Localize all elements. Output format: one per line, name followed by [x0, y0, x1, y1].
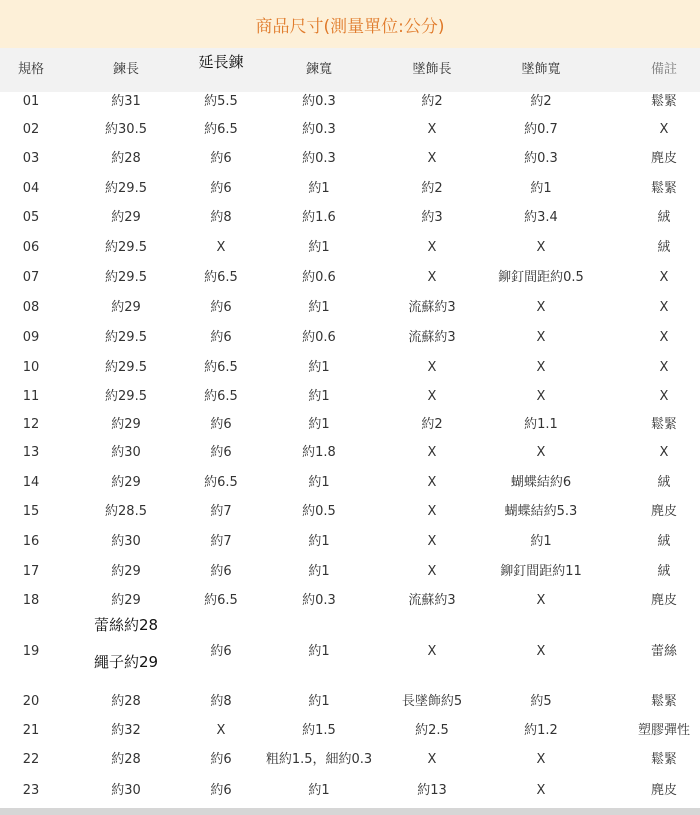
cell-remarks: 絨 — [657, 564, 671, 579]
cell-chain-width: 約1 — [308, 694, 330, 709]
cell-spec: 18 — [22, 593, 40, 608]
cell-extension-chain: 約6 — [210, 752, 232, 767]
cell-chain-length-line: 蕾絲約28 — [93, 616, 159, 634]
cell-extension-chain: X — [216, 723, 226, 738]
cell-extension-chain: 約6 — [210, 564, 232, 579]
cell-pendant-length: 流蘇約3 — [408, 593, 456, 608]
cell-extension-chain: 約6 — [210, 151, 232, 166]
cell-pendant-length: 約3 — [421, 210, 443, 225]
cell-chain-length: 約29.5 — [105, 389, 147, 404]
cell-chain-width: 粗約1.5，細約0.3 — [265, 752, 373, 767]
title-bar — [0, 0, 700, 48]
cell-pendant-width: 約0.7 — [524, 122, 558, 137]
cell-spec: 14 — [22, 475, 40, 490]
header-remarks: 備註 — [650, 62, 678, 77]
cell-pendant-width: 約1.2 — [524, 723, 558, 738]
cell-pendant-width: X — [536, 593, 546, 608]
cell-pendant-width: 鉚釘間距約11 — [500, 564, 582, 579]
cell-pendant-length: X — [427, 504, 437, 519]
cell-chain-width: 約1.5 — [302, 723, 336, 738]
cell-extension-chain: 約6 — [210, 300, 232, 315]
cell-spec: 13 — [22, 445, 40, 460]
cell-spec: 07 — [22, 270, 40, 285]
cell-remarks: 鬆緊 — [650, 752, 678, 767]
cell-remarks: 麂皮 — [650, 151, 678, 166]
cell-chain-width: 約1.6 — [302, 210, 336, 225]
cell-pendant-length: X — [427, 644, 437, 659]
cell-remarks: 鬆緊 — [650, 94, 678, 109]
header-extension-chain: 延長鍊 — [198, 53, 244, 71]
cell-pendant-length: X — [427, 360, 437, 375]
cell-spec: 11 — [22, 389, 40, 404]
cell-chain-length: 約29.5 — [105, 270, 147, 285]
cell-extension-chain: X — [216, 240, 226, 255]
cell-pendant-length: 長墜飾約5 — [401, 694, 463, 709]
cell-spec: 15 — [22, 504, 40, 519]
cell-chain-width: 約1 — [308, 360, 330, 375]
cell-remarks: 麂皮 — [650, 783, 678, 798]
cell-chain-width: 約0.3 — [302, 151, 336, 166]
cell-pendant-length: X — [427, 445, 437, 460]
cell-pendant-width: X — [536, 240, 546, 255]
cell-spec: 19 — [22, 644, 40, 659]
cell-remarks: 絨 — [657, 534, 671, 549]
cell-pendant-width: X — [536, 389, 546, 404]
cell-chain-width: 約1 — [308, 181, 330, 196]
cell-spec: 06 — [22, 240, 40, 255]
cell-pendant-length: 約2 — [421, 181, 443, 196]
cell-chain-length: 約29 — [111, 475, 141, 490]
cell-remarks: 鬆緊 — [650, 417, 678, 432]
header-chain-width: 鍊寬 — [305, 62, 333, 77]
cell-chain-length: 約28 — [111, 694, 141, 709]
cell-chain-width: 約0.5 — [302, 504, 336, 519]
cell-chain-width: 約0.6 — [302, 270, 336, 285]
cell-chain-width: 約1 — [308, 475, 330, 490]
cell-chain-width: 約1 — [308, 783, 330, 798]
cell-chain-width: 約1 — [308, 534, 330, 549]
cell-chain-length: 約28.5 — [105, 504, 147, 519]
cell-chain-length: 約29.5 — [105, 360, 147, 375]
cell-pendant-length: 流蘇約3 — [408, 330, 456, 345]
cell-spec: 10 — [22, 360, 40, 375]
cell-pendant-length: X — [427, 389, 437, 404]
cell-chain-width: 約1 — [308, 564, 330, 579]
cell-pendant-width: 蝴蝶結約5.3 — [504, 504, 578, 519]
cell-chain-width: 約1 — [308, 389, 330, 404]
cell-pendant-width: X — [536, 752, 546, 767]
cell-pendant-length: X — [427, 475, 437, 490]
table-header-row — [0, 48, 700, 92]
cell-remarks: X — [659, 122, 669, 137]
cell-pendant-width: X — [536, 360, 546, 375]
cell-pendant-length: 約2 — [421, 417, 443, 432]
cell-extension-chain: 約6 — [210, 644, 232, 659]
cell-chain-length: 約29.5 — [105, 240, 147, 255]
cell-pendant-width: 約2 — [530, 94, 552, 109]
cell-spec: 09 — [22, 330, 40, 345]
cell-remarks: 鬆緊 — [650, 181, 678, 196]
header-pendant-width: 墜飾寬 — [521, 62, 561, 77]
cell-pendant-length: X — [427, 240, 437, 255]
cell-chain-length: 約30.5 — [105, 122, 147, 137]
cell-chain-width: 約1.8 — [302, 445, 336, 460]
cell-extension-chain: 約8 — [210, 694, 232, 709]
cell-chain-length: 約29 — [111, 593, 141, 608]
cell-extension-chain: 約6 — [210, 181, 232, 196]
cell-remarks: 絨 — [657, 475, 671, 490]
cell-pendant-length: X — [427, 564, 437, 579]
cell-extension-chain: 約6 — [210, 330, 232, 345]
cell-chain-width: 約0.3 — [302, 122, 336, 137]
cell-chain-length: 約29 — [111, 564, 141, 579]
cell-extension-chain: 約6.5 — [204, 122, 238, 137]
cell-spec: 04 — [22, 181, 40, 196]
cell-spec: 03 — [22, 151, 40, 166]
cell-pendant-length: X — [427, 122, 437, 137]
cell-extension-chain: 約6.5 — [204, 360, 238, 375]
cell-chain-length: 約28 — [111, 752, 141, 767]
header-chain-length: 鍊長 — [112, 62, 140, 77]
cell-spec: 02 — [22, 122, 40, 137]
cell-remarks: 塑膠彈性 — [637, 723, 691, 738]
cell-spec: 12 — [22, 417, 40, 432]
cell-chain-length: 約30 — [111, 783, 141, 798]
cell-spec: 08 — [22, 300, 40, 315]
cell-remarks: X — [659, 330, 669, 345]
cell-pendant-length: X — [427, 270, 437, 285]
cell-pendant-width: 約1 — [530, 181, 552, 196]
cell-chain-length: 約29 — [111, 210, 141, 225]
cell-pendant-width: 約1.1 — [524, 417, 558, 432]
cell-extension-chain: 約6.5 — [204, 389, 238, 404]
cell-remarks: 鬆緊 — [650, 694, 678, 709]
cell-chain-width: 約1 — [308, 300, 330, 315]
cell-spec: 21 — [22, 723, 40, 738]
cell-chain-width: 約0.3 — [302, 593, 336, 608]
cell-remarks: 麂皮 — [650, 504, 678, 519]
cell-spec: 20 — [22, 694, 40, 709]
cell-remarks: 麂皮 — [650, 593, 678, 608]
cell-pendant-width: 鉚釘間距約0.5 — [498, 270, 584, 285]
bottom-divider — [0, 808, 700, 815]
cell-pendant-length: 約2.5 — [415, 723, 449, 738]
cell-extension-chain: 約6 — [210, 445, 232, 460]
cell-chain-length: 約29.5 — [105, 330, 147, 345]
cell-spec: 16 — [22, 534, 40, 549]
cell-extension-chain: 約8 — [210, 210, 232, 225]
cell-remarks: X — [659, 270, 669, 285]
cell-extension-chain: 約6.5 — [204, 475, 238, 490]
cell-pendant-length: 流蘇約3 — [408, 300, 456, 315]
cell-pendant-width: 約3.4 — [524, 210, 558, 225]
cell-chain-length-line: 繩子約29 — [93, 653, 159, 671]
cell-chain-width: 約1 — [308, 644, 330, 659]
cell-remarks: X — [659, 389, 669, 404]
cell-remarks: X — [659, 360, 669, 375]
cell-pendant-width: 約5 — [530, 694, 552, 709]
cell-extension-chain: 約6.5 — [204, 593, 238, 608]
cell-chain-width: 約1 — [308, 417, 330, 432]
page-title: 商品尺寸(測量單位:公分) — [255, 16, 445, 37]
cell-spec: 01 — [22, 94, 40, 109]
cell-chain-length: 約28 — [111, 151, 141, 166]
cell-extension-chain: 約7 — [210, 534, 232, 549]
cell-chain-width: 約0.3 — [302, 94, 336, 109]
cell-pendant-width: X — [536, 644, 546, 659]
cell-pendant-length: X — [427, 151, 437, 166]
cell-chain-length: 約30 — [111, 534, 141, 549]
cell-remarks: 蕾絲 — [650, 644, 678, 659]
cell-pendant-width: X — [536, 783, 546, 798]
cell-pendant-length: X — [427, 534, 437, 549]
cell-chain-length: 約32 — [111, 723, 141, 738]
cell-chain-width: 約1 — [308, 240, 330, 255]
cell-extension-chain: 約5.5 — [204, 94, 238, 109]
cell-chain-length: 約29.5 — [105, 181, 147, 196]
header-pendant-length: 墜飾長 — [412, 62, 452, 77]
cell-chain-width: 約0.6 — [302, 330, 336, 345]
cell-remarks: 絨 — [657, 210, 671, 225]
cell-chain-length: 約31 — [111, 94, 141, 109]
cell-remarks: X — [659, 445, 669, 460]
cell-pendant-length: X — [427, 752, 437, 767]
cell-extension-chain: 約6 — [210, 417, 232, 432]
cell-extension-chain: 約6 — [210, 783, 232, 798]
cell-pendant-width: 蝴蝶結約6 — [510, 475, 572, 490]
cell-pendant-width: 約0.3 — [524, 151, 558, 166]
cell-pendant-width: X — [536, 445, 546, 460]
cell-pendant-length: 約2 — [421, 94, 443, 109]
cell-pendant-width: X — [536, 330, 546, 345]
cell-pendant-width: X — [536, 300, 546, 315]
cell-extension-chain: 約6.5 — [204, 270, 238, 285]
cell-pendant-width: 約1 — [530, 534, 552, 549]
cell-remarks: 絨 — [657, 240, 671, 255]
header-spec: 規格 — [17, 62, 45, 77]
cell-spec: 05 — [22, 210, 40, 225]
cell-remarks: X — [659, 300, 669, 315]
cell-chain-length: 約29 — [111, 300, 141, 315]
cell-spec: 23 — [22, 783, 40, 798]
cell-spec: 22 — [22, 752, 40, 767]
cell-spec: 17 — [22, 564, 40, 579]
cell-chain-length: 約29 — [111, 417, 141, 432]
cell-extension-chain: 約7 — [210, 504, 232, 519]
cell-chain-length: 約30 — [111, 445, 141, 460]
cell-pendant-length: 約13 — [417, 783, 447, 798]
